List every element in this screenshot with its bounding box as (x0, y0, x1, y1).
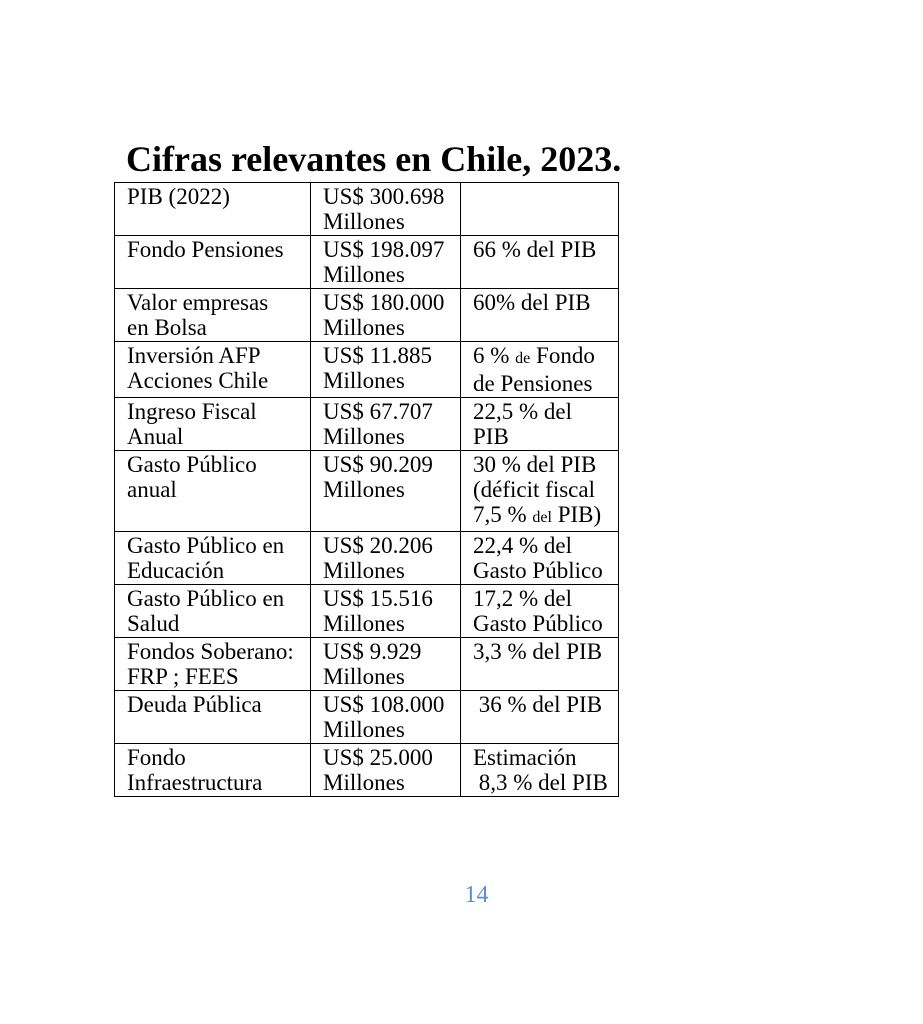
row-label-line2: en Bolsa (127, 315, 207, 340)
row-note-cell (461, 398, 619, 451)
row-value-unit: Millones (323, 477, 405, 502)
row-label-cell (115, 451, 311, 532)
row-note-cell (461, 183, 619, 236)
row-note-percent: 7,5 % (473, 502, 527, 527)
row-value-amount: US$ 180.000 (323, 290, 445, 315)
row-label-line2: FRP ; FEES (127, 664, 239, 689)
row-note-line2: Gasto Público (473, 558, 603, 583)
row-label: Fondo (127, 745, 186, 770)
row-note: 22,5 % del (473, 399, 573, 424)
row-value-cell (311, 691, 461, 744)
row-label: Fondos Soberano: (127, 639, 294, 664)
table-row (115, 342, 619, 398)
row-note-cell (461, 236, 619, 289)
row-label-line2: Anual (127, 424, 184, 449)
row-note-cell (461, 744, 619, 797)
row-value-cell (311, 532, 461, 585)
row-label-cell (115, 638, 311, 691)
row-value-amount: US$ 25.000 (323, 745, 433, 770)
row-note-word: PIB) (557, 502, 602, 527)
figures-table (114, 182, 619, 797)
row-note-word: Fondo (536, 343, 595, 368)
row-label-cell (115, 532, 311, 585)
row-label: Gasto Público (127, 452, 257, 477)
row-note: Estimación (473, 745, 577, 770)
row-note-line2: Gasto Público (473, 611, 603, 636)
row-value-amount: US$ 67.707 (323, 399, 433, 424)
row-label-cell (115, 342, 311, 398)
row-note-cell (461, 289, 619, 342)
row-value-unit: Millones (323, 262, 405, 287)
row-value-unit: Millones (323, 664, 405, 689)
row-label-cell (115, 183, 311, 236)
row-value-cell (311, 342, 461, 398)
row-label-cell (115, 236, 311, 289)
row-note (473, 343, 618, 371)
row-label: Gasto Público en (127, 586, 285, 611)
row-label-line2: anual (127, 477, 177, 502)
page-title: Cifras relevantes en Chile, 2023. (126, 139, 622, 179)
row-value-amount: US$ 20.206 (323, 533, 433, 558)
row-label-cell (115, 744, 311, 797)
table-row (115, 451, 619, 532)
row-value-amount: US$ 90.209 (323, 452, 433, 477)
row-note: 30 % del PIB (473, 452, 597, 477)
row-note-cell (461, 532, 619, 585)
row-note-cell (461, 342, 619, 398)
table-row (115, 638, 619, 691)
row-value-unit: Millones (323, 368, 405, 393)
row-value-cell (311, 585, 461, 638)
row-value-unit: Millones (323, 315, 405, 340)
row-note: 17,2 % del (473, 586, 573, 611)
page-number: 14 (464, 882, 489, 908)
row-value-cell (311, 183, 461, 236)
row-value-unit: Millones (323, 717, 405, 742)
row-note-percent: 6 % (473, 343, 510, 368)
row-label: PIB (2022) (127, 184, 230, 209)
table-row (115, 744, 619, 797)
row-note-line2: 8,3 % del PIB (473, 770, 608, 795)
row-label-cell (115, 398, 311, 451)
row-label: Inversión AFP (127, 343, 261, 368)
row-note-cell (461, 691, 619, 744)
row-note: 22,4 % del (473, 533, 573, 558)
row-label-line2: Educación (127, 558, 225, 583)
row-value-unit: Millones (323, 558, 405, 583)
row-value-cell (311, 451, 461, 532)
row-note: 36 % del PIB (473, 692, 603, 717)
row-note-line2: PIB (473, 424, 509, 449)
row-note: 66 % del PIB (473, 237, 597, 262)
row-value-amount: US$ 300.698 (323, 184, 445, 209)
row-value-amount: US$ 108.000 (323, 692, 445, 717)
row-label-cell (115, 289, 311, 342)
row-value-amount: US$ 198.097 (323, 237, 445, 262)
row-value-amount: US$ 11.885 (323, 343, 433, 368)
row-note-cell (461, 451, 619, 532)
row-value-cell (311, 289, 461, 342)
row-value-cell (311, 398, 461, 451)
row-note-cell (461, 585, 619, 638)
row-value-unit: Millones (323, 770, 405, 795)
row-note-line2: de Pensiones (473, 371, 593, 396)
row-note-connector: de (515, 350, 531, 367)
row-label-line2: Infraestructura (127, 770, 263, 795)
row-label: Fondo Pensiones (127, 237, 284, 262)
table-row (115, 236, 619, 289)
row-label-cell (115, 691, 311, 744)
row-label: Valor empresas (127, 290, 269, 315)
table-row (115, 398, 619, 451)
table-row (115, 585, 619, 638)
row-value-cell (311, 744, 461, 797)
row-value-amount: US$ 15.516 (323, 586, 433, 611)
row-note-line3 (473, 502, 618, 530)
row-value-unit: Millones (323, 424, 405, 449)
row-value-unit: Millones (323, 611, 405, 636)
row-label-cell (115, 585, 311, 638)
row-note: 3,3 % del PIB (473, 639, 603, 664)
table-row (115, 289, 619, 342)
row-label: Gasto Público en (127, 533, 285, 558)
row-note-connector: del (532, 509, 552, 526)
row-value-amount: US$ 9.929 (323, 639, 422, 664)
row-label-line2: Salud (127, 611, 180, 636)
row-value-cell (311, 638, 461, 691)
row-note: 60% del PIB (473, 290, 591, 315)
row-label: Deuda Pública (127, 692, 262, 717)
table-row (115, 532, 619, 585)
row-note-line2: (déficit fiscal (473, 477, 595, 502)
row-note-cell (461, 638, 619, 691)
row-value-unit: Millones (323, 209, 405, 234)
table-row (115, 183, 619, 236)
row-label: Ingreso Fiscal (127, 399, 257, 424)
row-value-cell (311, 236, 461, 289)
table-row (115, 691, 619, 744)
row-label-line2: Acciones Chile (127, 368, 269, 393)
